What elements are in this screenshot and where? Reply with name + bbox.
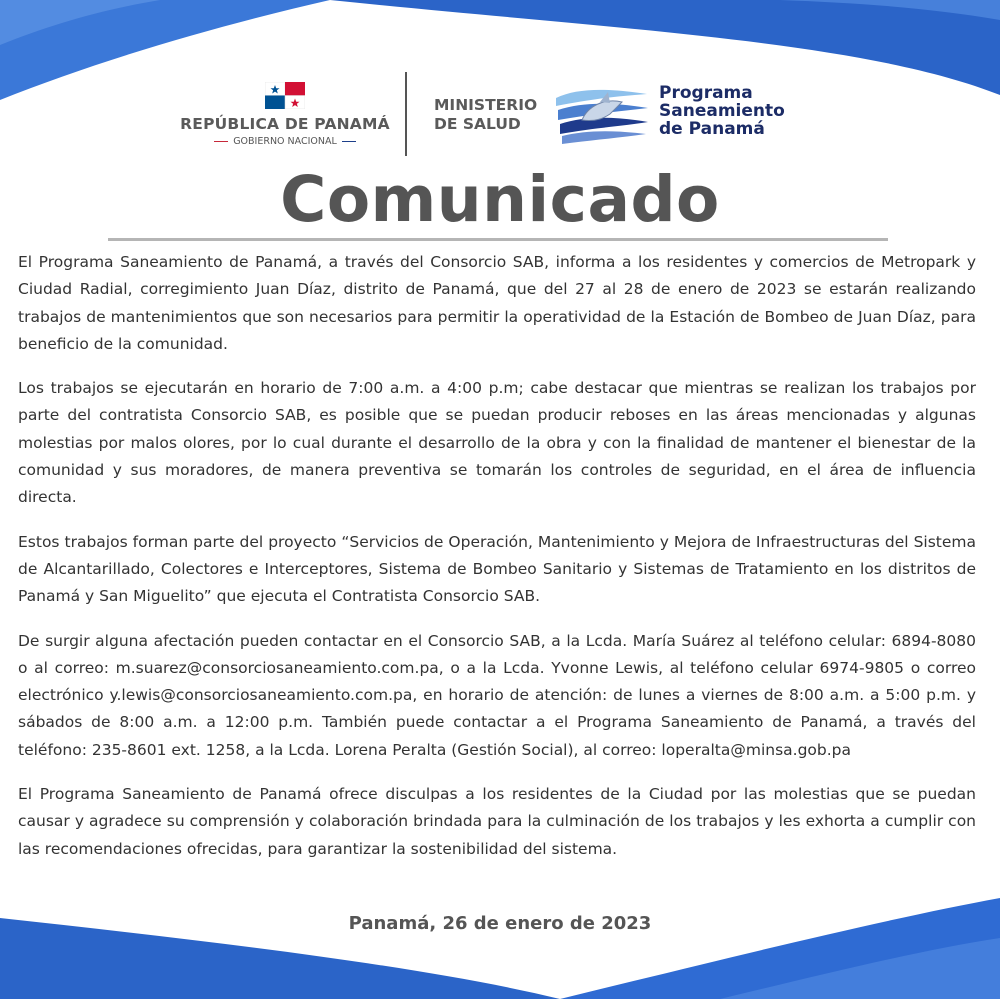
ministry-line-2: DE SALUD — [434, 115, 521, 133]
blue-dash — [342, 141, 356, 143]
republic-logo — [180, 82, 390, 147]
red-dash — [214, 141, 228, 143]
panama-flag-icon — [265, 82, 305, 109]
program-line-1: Programa — [659, 83, 753, 103]
communique-body — [18, 249, 976, 880]
paragraph-2: Los trabajos se ejecutarán en horario de 7:00 a.m. a 4:00 p.m; cabe destacar que mientras se realizan los trabajos por parte del contratista Consorcio SAB, es posible que se puedan producir reboses en las áreas mencionadas y algunas molestias por malos olores, por lo cual durante el desarrollo de la obra y con la finalidad de mantener el bienestar de la comunidad y sus moradores, de manera preventiva se tomarán los controles de seguridad, en el área de influencia directa. — [18, 379, 976, 507]
republic-subtitle — [180, 136, 390, 147]
ministry-logo — [434, 96, 537, 134]
paragraph-1: El Programa Saneamiento de Panamá, a través del Consorcio SAB, informa a los residentes y comercios de Metropark y Ciudad Radial, corregimiento Juan Díaz, distrito de Panamá, que del 27 al 28 de enero de 2023 se estarán realizando trabajos de mantenimientos que son necesarios para permitir la operatividad de la Estación de Bombeo de Juan Díaz, para beneficio de la comunidad. — [18, 253, 976, 353]
republic-name: REPÚBLICA DE PANAMÁ — [180, 115, 390, 133]
header-divider — [405, 72, 407, 156]
dolphin-waves-logo-icon — [552, 84, 652, 146]
gov-label: GOBIERNO NACIONAL — [233, 136, 337, 147]
paragraph-3: Estos trabajos forman parte del proyecto “Servicios de Operación, Mantenimiento y Mejora de Infraestructuras del Sistema de Alcantarillado, Colectores e Interceptores, Sistema de Bombeo Sanitario y Sistemas de Tratamiento en los distritos de Panamá y San Miguelito” que ejecuta el Contratista Consorcio SAB. — [18, 532, 976, 606]
paragraph-5: El Programa Saneamiento de Panamá ofrece disculpas a los residentes de la Ciudad por las molestias que se puedan causar y agradece su comprensión y colaboración brindada para la culminación de los trabajos y les exhorta a cumplir con las recomendaciones ofrecidas, para garantizar la sostenibilidad del sistema. — [18, 785, 976, 858]
page-title: Comunicado — [280, 163, 720, 236]
title-underline — [108, 238, 888, 241]
ministry-line-1: MINISTERIO — [434, 96, 538, 114]
header — [0, 70, 1000, 165]
program-name — [659, 84, 785, 138]
paragraph-4: De surgir alguna afectación pueden contactar en el Consorcio SAB, a la Lcda. María Suárez al teléfono celular: 6894-8080 o al correo: m.suarez@consorciosaneamiento.com.pa, o a la Lcda. Yvonne Lewis, al teléfono celular 6974-9805 o correo electrónico y.lewis@consorciosaneamiento.com.pa, en horario de atención: de lunes a viernes de 8:00 a.m. a 5:00 p.m. y sábados de 8:00 a.m. a 12:00 p.m. También puede contactar a el Programa Saneamiento de Panamá, a través del teléfono: 235-8601 ext. 1258, a la Lcda. Lorena Peralta (Gestión Social), al correo: loperalta@minsa.gob.pa — [18, 631, 976, 759]
program-line-2: Saneamiento — [659, 101, 785, 121]
program-line-3: de Panamá — [659, 119, 765, 139]
date-line: Panamá, 26 de enero de 2023 — [348, 913, 652, 934]
